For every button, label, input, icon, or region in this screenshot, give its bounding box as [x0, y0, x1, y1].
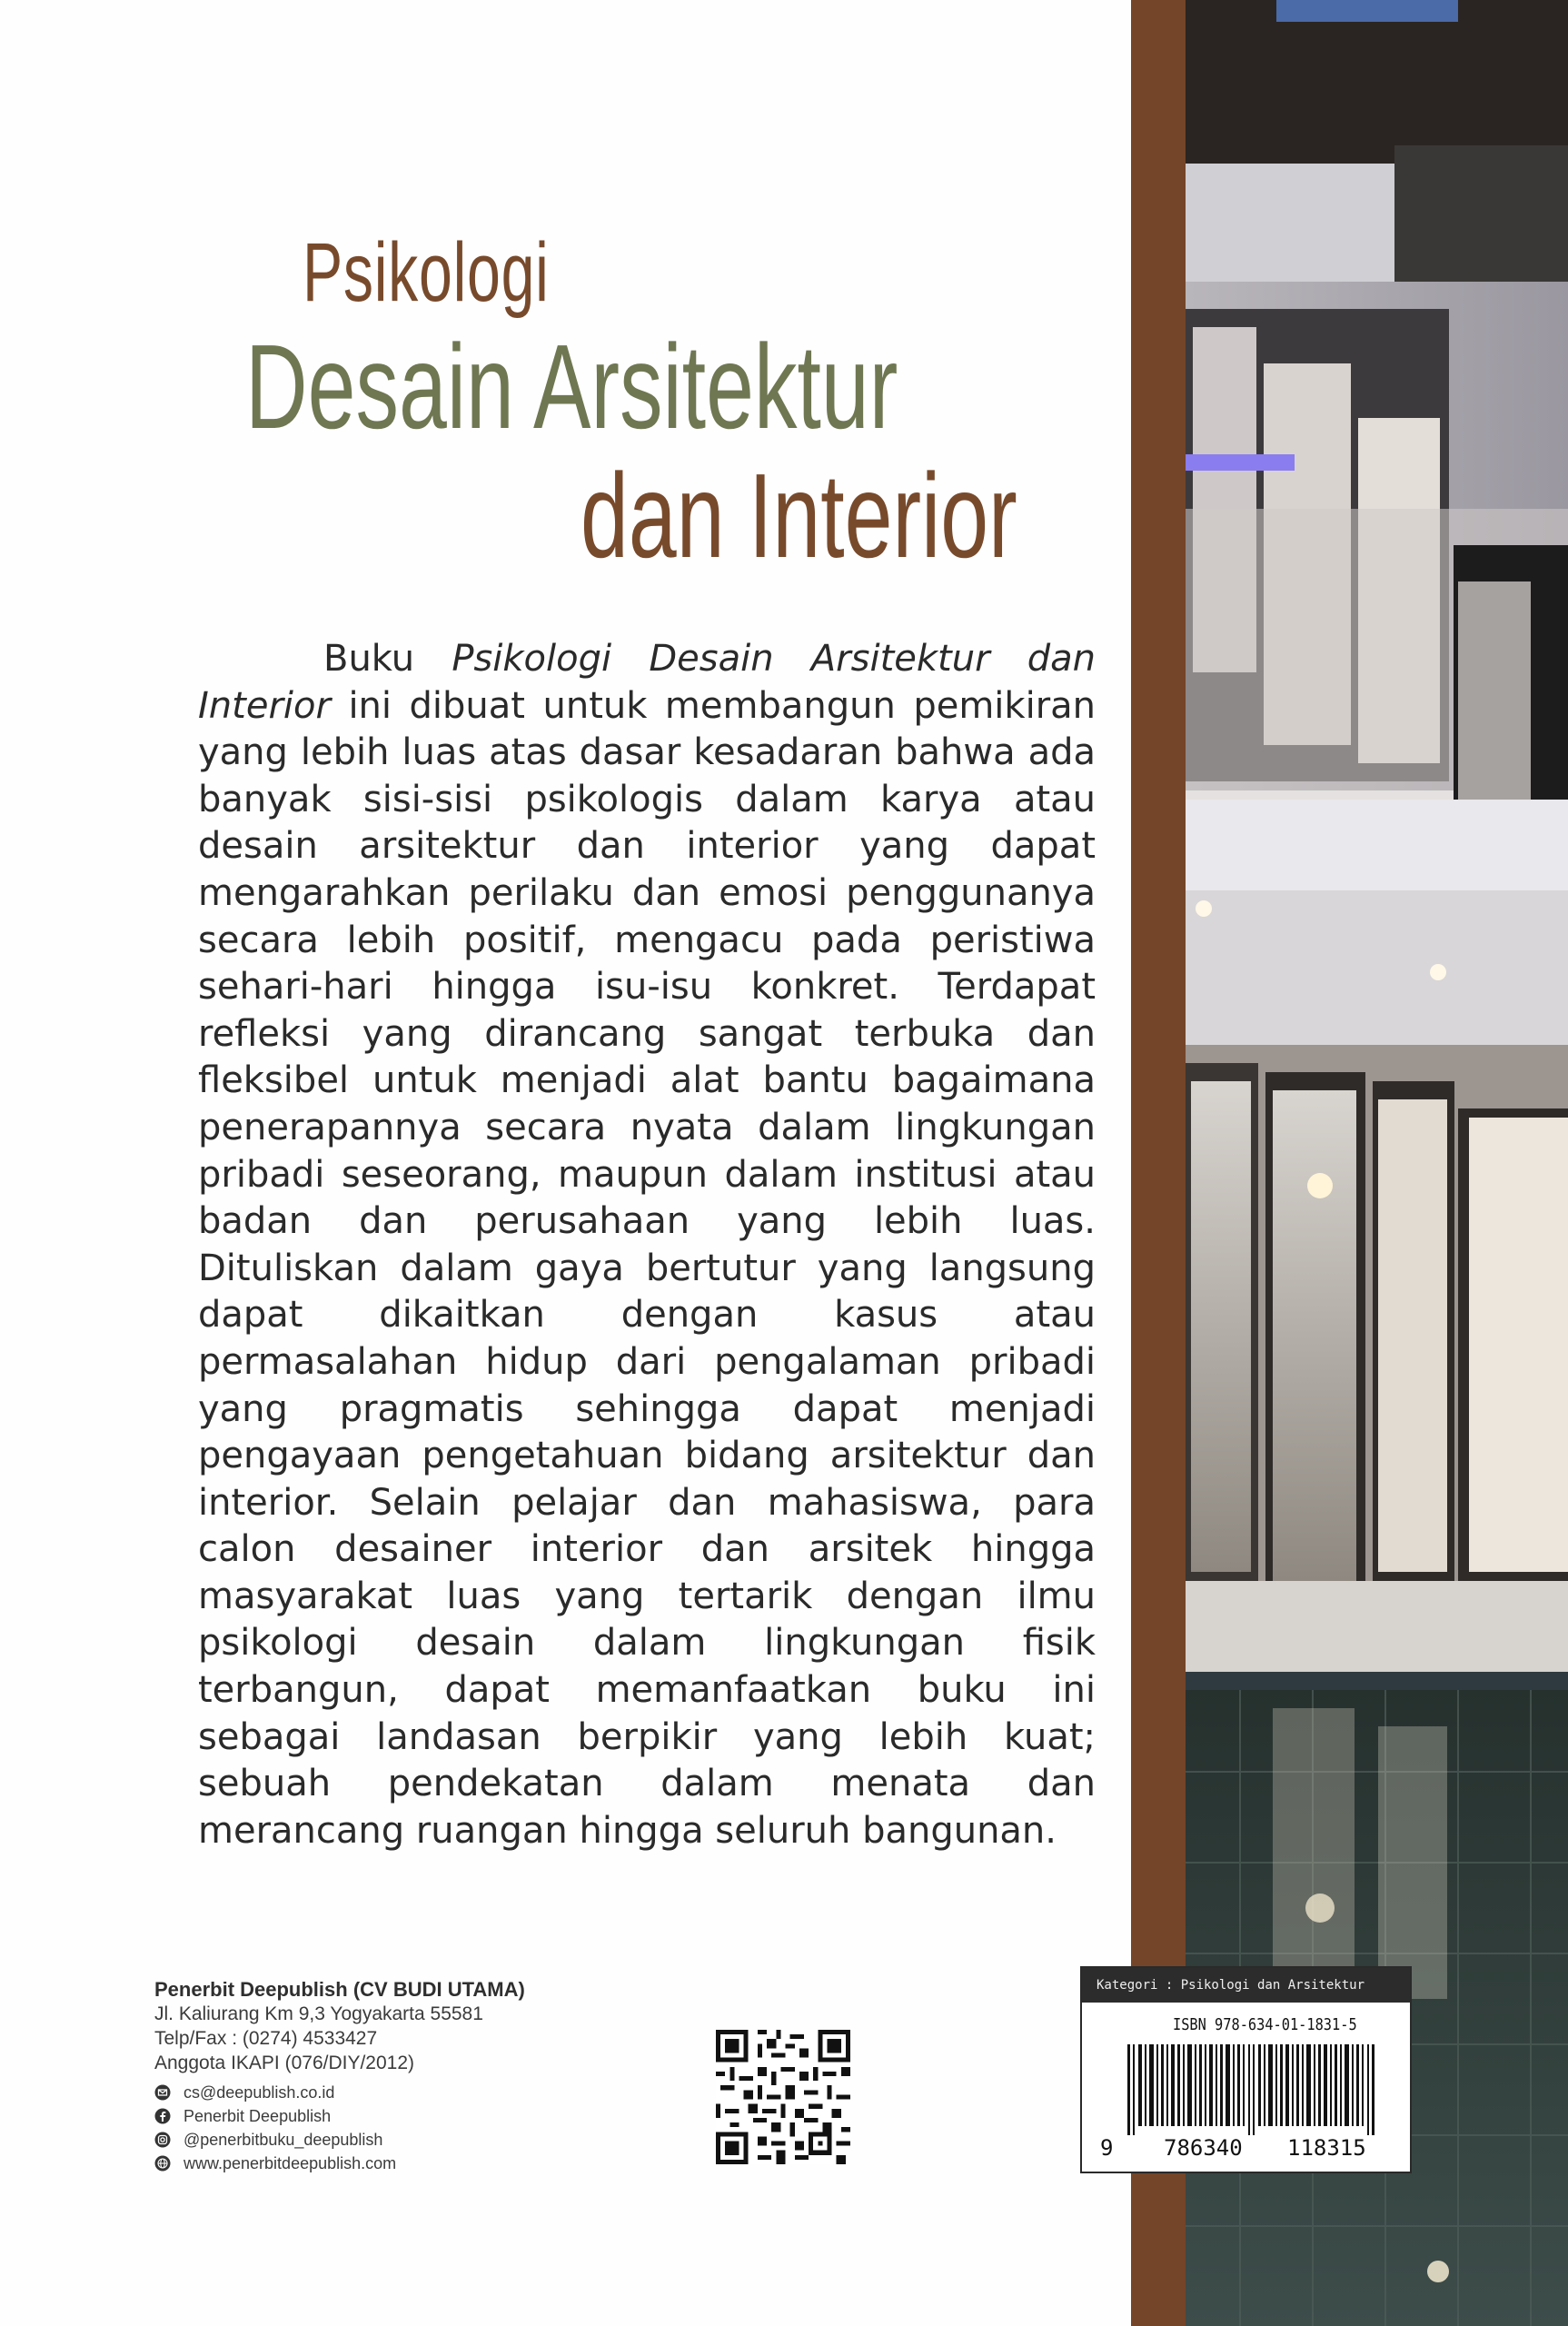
blurb-body: ini dibuat untuk membangun pemikiran yang lebih luas atas dasar kesadaran bahwa ada banyak sisi-sisi psikologis dalam karya atau desain arsitektur dan interior yang dapat mengarahkan perilaku dan emosi penggunanya secara lebih positif, mengacu pada peristiwa sehari-hari hingga isu-isu konkret. Terdapat refleksi yang dirancang sangat terbuka dan fleksibel untuk menjadi alat bantu bagaimana penerapannya secara nyata dalam lingkungan pribadi seseorang, maupun dalam institusi atau badan dan perusahaan yang lebih luas. Dituliskan dalam gaya bertutur yang langsung dapat dikaitkan dengan kasus atau permasalahan hidup dari pengalaman pribadi yang pragmatis sehingga dapat menjadi pengayaan pengetahuan bidang arsitektur dan interior. Selain pelajar dan mahasiswa, para calon desainer interior dan arsitek hingga masyarakat luas yang tertarik dengan ilmu psikologi desain dalam lingkungan fisik terbangun, dapat memanfaatkan buku ini sebagai landasan berpikir yang lebih kuat; sebuah pendekatan dalam menata dan merancang ruangan hingga seluruh bangunan. [198, 684, 1096, 1852]
qr-code[interactable] [716, 2030, 850, 2164]
publisher-name: Penerbit Deepublish (CV BUDI UTAMA) [154, 1978, 525, 2001]
publisher-contacts [154, 2081, 525, 2175]
publisher-membership: Anggota IKAPI (076/DIY/2012) [154, 2053, 415, 2073]
contact-facebook[interactable] [154, 2104, 525, 2128]
publisher-address: Jl. Kaliurang Km 9,3 Yogyakarta 55581 [154, 2003, 483, 2024]
email-icon [154, 2084, 171, 2101]
globe-icon [154, 2155, 171, 2172]
barcode-right-digits: 118315 [1287, 2135, 1366, 2161]
contact-instagram[interactable] [154, 2128, 525, 2152]
instagram-icon [154, 2132, 171, 2148]
title-line-desain-arsitektur: Desain Arsitektur [245, 320, 898, 453]
contact-instagram-text: @penerbitbuku_deepublish [184, 2131, 383, 2149]
title-line-dan-interior: dan Interior [581, 449, 1017, 582]
barcode-first-digit: 9 [1100, 2135, 1114, 2161]
publisher-phone: Telp/Fax : (0274) 4533427 [154, 2028, 378, 2049]
blurb-book-title: Psikologi Desain Arsitektur dan Interior [198, 638, 1096, 727]
publisher-info [154, 1977, 525, 2175]
contact-email[interactable] [154, 2081, 525, 2104]
contact-website[interactable] [154, 2152, 525, 2175]
barcode-left-digits: 786340 [1164, 2135, 1243, 2161]
isbn-number: ISBN 978-634-01-1831-5 [1173, 2015, 1357, 2034]
isbn-barcode-label [1080, 1966, 1412, 2173]
book-category: Kategori : Psikologi dan Arsitektur [1082, 1968, 1410, 2003]
isbn-barcode [1127, 2044, 1382, 2135]
contact-email-text: cs@deepublish.co.id [184, 2083, 335, 2102]
title-line-psikologi: Psikologi [303, 226, 550, 319]
contact-website-text: www.penerbitdeepublish.com [184, 2154, 397, 2172]
facebook-icon [154, 2108, 171, 2124]
blurb-lead: Buku [323, 638, 452, 680]
book-description [198, 636, 1096, 1854]
contact-facebook-text: Penerbit Deepublish [184, 2107, 332, 2125]
